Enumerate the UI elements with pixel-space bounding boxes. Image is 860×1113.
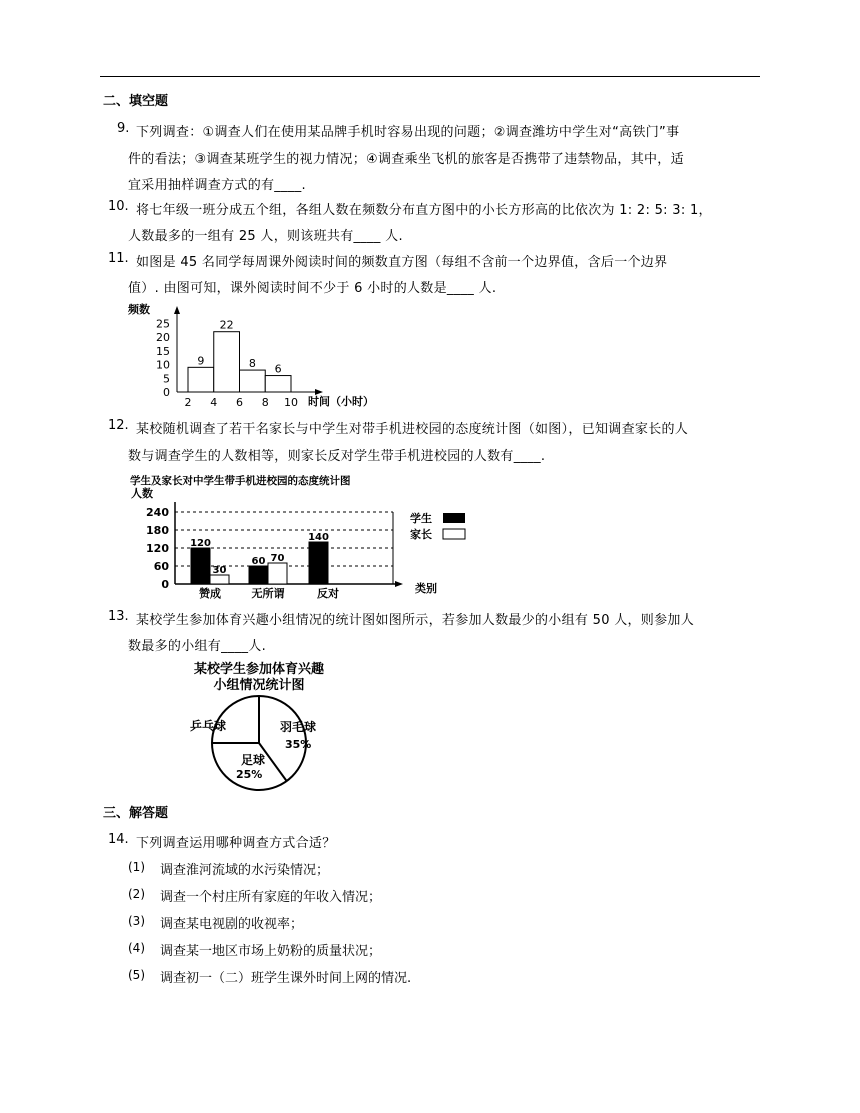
q14-item-num: (1) xyxy=(128,860,145,874)
legend-parent-swatch xyxy=(443,529,465,539)
attitude-bar xyxy=(191,548,210,584)
q14-item-num: (2) xyxy=(128,887,145,901)
q14-stem: 下列调查运用哪种调查方式合适？ xyxy=(136,836,336,851)
attitude-bar-label: 60 xyxy=(251,556,266,567)
pie-title-line1: 某校学生参加体育兴趣 xyxy=(193,662,325,677)
histogram-y-tick: 0 xyxy=(163,386,170,399)
attitude-bar xyxy=(268,563,287,584)
histogram-bar xyxy=(265,376,291,392)
attitude-bar-label: 140 xyxy=(308,532,329,543)
q12-number: 12. xyxy=(108,418,129,433)
attitude-x-tick: 反对 xyxy=(317,587,339,600)
q14-item-text: 调查初一（二）班学生课外时间上网的情况. xyxy=(160,971,412,986)
q13-number: 13. xyxy=(108,609,129,624)
attitude-y-tick: 60 xyxy=(153,560,169,573)
pie-pct-badminton: 35% xyxy=(285,738,312,751)
legend-parent-label: 家长 xyxy=(410,528,432,541)
q9-number: 9. xyxy=(117,121,130,136)
histogram-y-tick: 25 xyxy=(156,317,170,331)
q14-item-num: (4) xyxy=(128,941,145,955)
legend-student-swatch xyxy=(443,513,465,523)
q14-item-text: 调查一个村庄所有家庭的年收入情况； xyxy=(160,890,382,905)
histogram-y-tick: 10 xyxy=(156,358,170,372)
q12-line1: 某校随机调查了若干名家长与中学生对带手机进校园的态度统计图（如图），已知调查家长的人 xyxy=(136,422,689,437)
attitude-y-tick: 180 xyxy=(146,524,169,537)
histogram-ylabel: 频数 xyxy=(128,303,150,316)
q11-line2: 值）. 由图可知，课外阅读时间不少于 6 小时的人数是____ 人. xyxy=(128,281,497,296)
q11-line1: 如图是 45 名同学每周课外阅读时间的频数直方图（每组不含前一个边界值，含后一个边界 xyxy=(136,255,668,270)
top-rule xyxy=(100,76,760,77)
attitude-bar-label: 30 xyxy=(212,565,227,576)
attitude-bar-label: 70 xyxy=(270,553,285,564)
q10-line1: 将七年级一班分成五个组，各组人数在频数分布直方图中的小长方形高的比依次为 1: 2: 5: 3: 1， xyxy=(136,203,712,218)
attitude-bar xyxy=(309,542,328,584)
sports-pie-chart xyxy=(145,658,375,792)
pie-label-football: 足球 xyxy=(241,753,266,767)
histogram-bar xyxy=(240,370,266,392)
histogram-bar xyxy=(188,367,214,392)
q13-line2: 数最多的小组有____人. xyxy=(128,639,267,654)
histogram-chart xyxy=(125,300,385,410)
pie-pct-football: 25% xyxy=(236,768,263,781)
q13-line1: 某校学生参加体育兴趣小组情况的统计图如图所示，若参加人数最少的小组有 50 人，则参加人 xyxy=(136,613,695,628)
q12-line2: 数与调查学生的人数相等，则家长反对学生带手机进校园的人数有____. xyxy=(128,449,546,464)
histogram-x-tick: 2 xyxy=(184,396,192,409)
attitude-bar xyxy=(249,566,268,584)
section-answer-title: 三、解答题 xyxy=(103,806,169,821)
histogram-xlabel: 时间（小时） xyxy=(308,395,374,408)
pie-label-badminton: 羽毛球 xyxy=(280,720,317,734)
histogram-bar-label: 6 xyxy=(274,362,282,376)
histogram-y-tick: 15 xyxy=(156,344,170,358)
attitude-bar-chart xyxy=(125,472,505,600)
attitude-bar xyxy=(210,575,229,584)
histogram-x-tick: 4 xyxy=(210,396,218,409)
q14-item-num: (3) xyxy=(128,914,145,928)
q14-item-text: 调查淮河流域的水污染情况； xyxy=(160,863,330,878)
histogram-x-tick: 8 xyxy=(261,396,269,409)
attitude-y-tick: 240 xyxy=(146,506,169,519)
q14-item-text: 调查某电视剧的收视率； xyxy=(160,917,304,932)
q14-item-text: 调查某一地区市场上奶粉的质量状况； xyxy=(160,944,382,959)
attitude-y-tick: 0 xyxy=(161,578,169,591)
attitude-x-tick: 无所谓 xyxy=(251,587,285,600)
attitude-x-tick: 赞成 xyxy=(199,587,221,600)
histogram-y-tick: 5 xyxy=(163,372,170,386)
q9-line2: 件的看法；③调查某班学生的视力情况；④调查乘坐飞机的旅客是否携带了违禁物品，其中，适 xyxy=(128,152,684,167)
histogram-bar-label: 8 xyxy=(248,357,256,371)
pie-label-pingpong: 乒乓球 xyxy=(190,719,227,733)
histogram-bar-label: 9 xyxy=(197,354,205,368)
q9-line1: 下列调查：①调查人们在使用某品牌手机时容易出现的问题；②调查潍坊中学生对“高铁门”事 xyxy=(136,125,680,140)
attitude-chart-ylabel: 人数 xyxy=(131,487,153,500)
histogram-x-tick: 10 xyxy=(284,396,298,409)
legend-student-label: 学生 xyxy=(410,512,432,525)
histogram-bar xyxy=(214,332,240,392)
histogram-y-tick: 20 xyxy=(156,331,170,345)
q10-number: 10. xyxy=(108,199,129,214)
attitude-chart-xlabel: 类别 xyxy=(415,582,437,595)
histogram-y-arrow xyxy=(174,306,180,314)
q9-line3: 宜采用抽样调查方式的有____. xyxy=(128,178,306,193)
attitude-chart-title: 学生及家长对中学生带手机进校园的态度统计图 xyxy=(130,475,351,487)
attitude-bar-label: 120 xyxy=(190,538,211,549)
attitude-y-tick: 120 xyxy=(146,542,169,555)
attitude-x-arrow xyxy=(395,581,403,587)
section-fill-title: 二、填空题 xyxy=(103,94,169,109)
q14-number: 14. xyxy=(108,832,129,847)
pie-title-line2: 小组情况统计图 xyxy=(213,678,305,693)
q11-number: 11. xyxy=(108,251,129,266)
q10-line2: 人数最多的一组有 25 人，则该班共有____ 人. xyxy=(128,229,403,244)
histogram-bar-label: 22 xyxy=(219,318,234,332)
q14-item-num: (5) xyxy=(128,968,145,982)
histogram-x-tick: 6 xyxy=(236,396,243,409)
